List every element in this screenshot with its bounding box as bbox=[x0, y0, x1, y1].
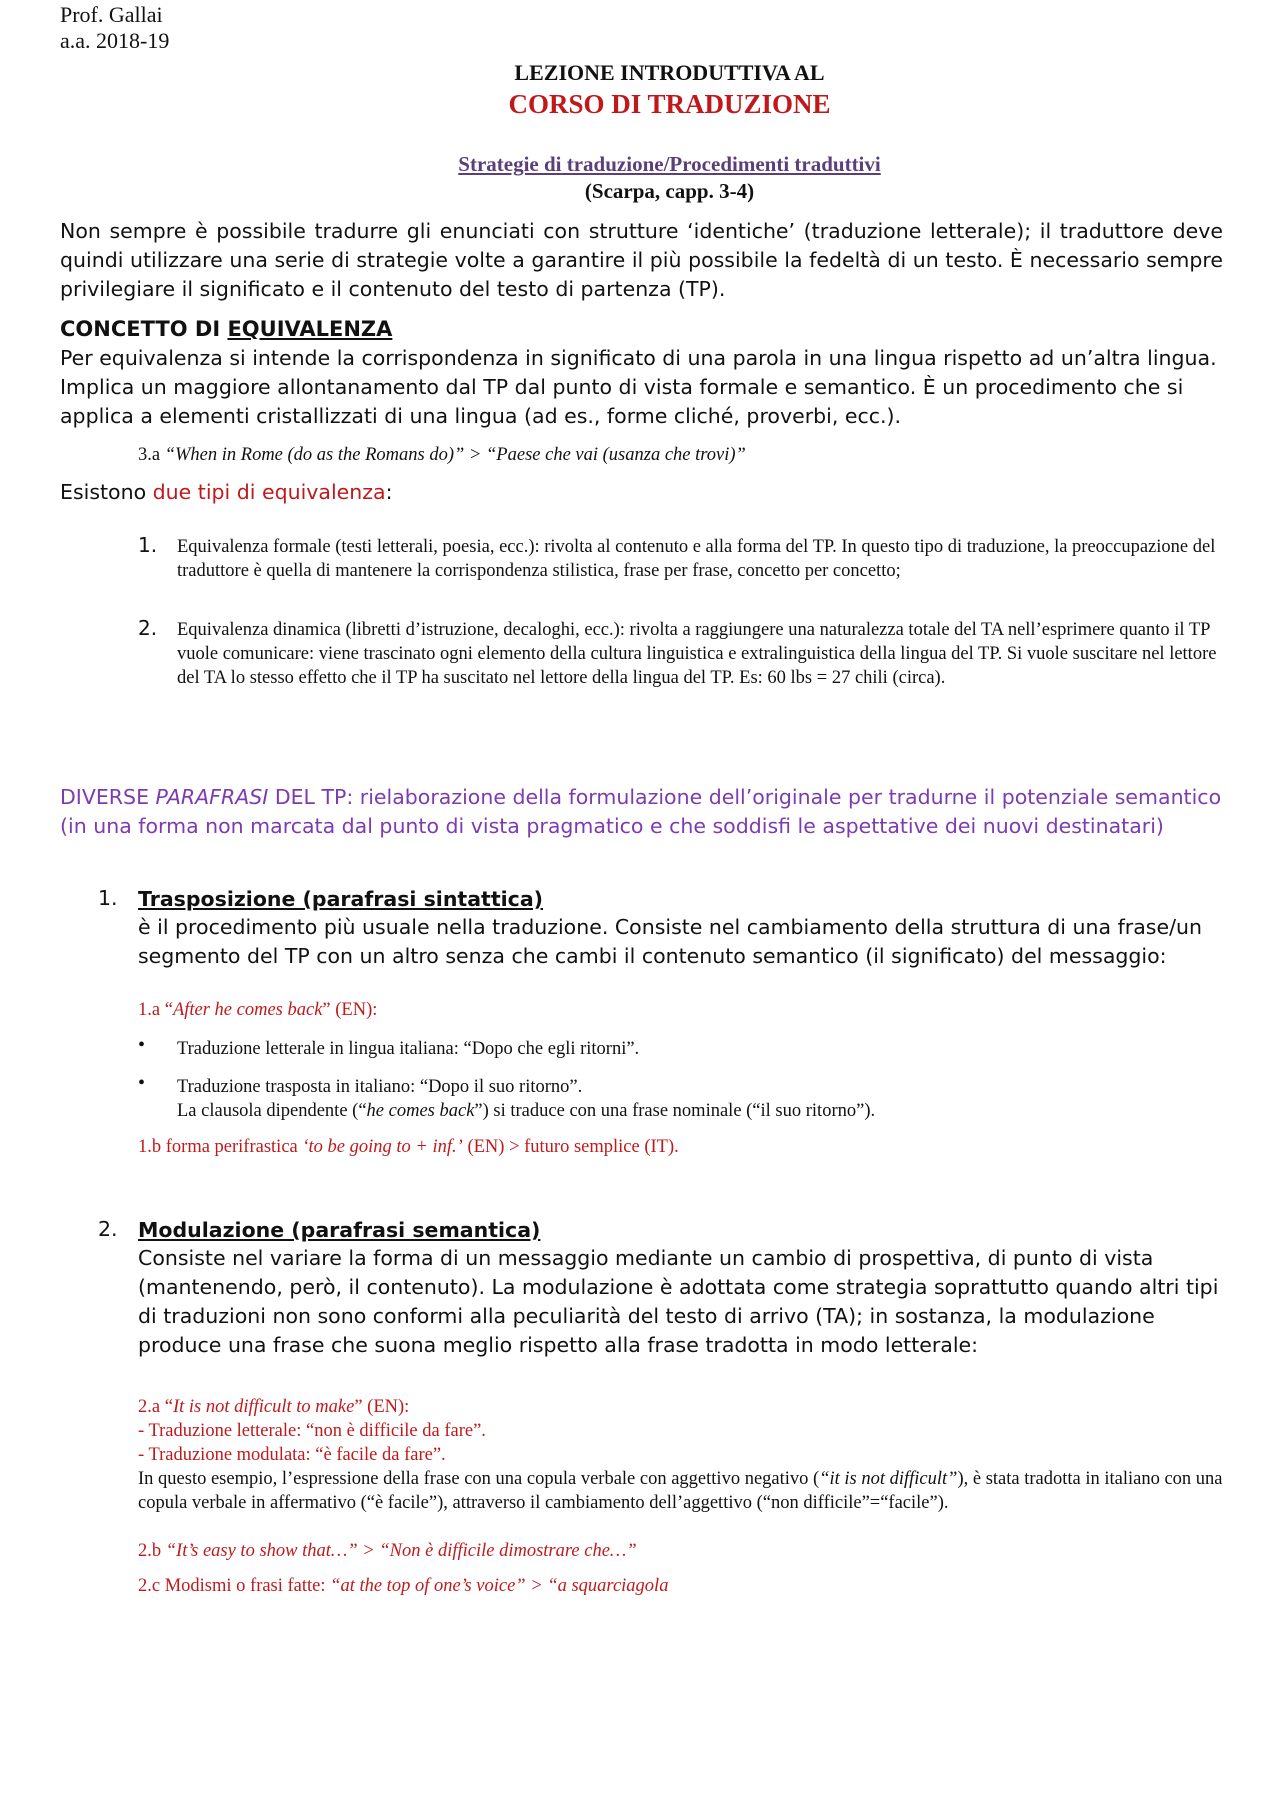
s2-ex-a-literal: - Traduzione letterale: “non è difficile da fare”. bbox=[138, 1421, 486, 1441]
bullet-2-line2-rest: ”) si traduce con una frase nominale (“il suo ritorno”). bbox=[474, 1101, 876, 1121]
s1-ex-b-italic: ‘to be going to + inf.’ bbox=[302, 1137, 463, 1157]
equivalence-example bbox=[138, 443, 1280, 467]
title-line1: LEZIONE INTRODUTTIVA AL bbox=[514, 60, 825, 85]
subtitle-source: (Scarpa, capp. 3-4) bbox=[584, 179, 755, 203]
intro-paragraph: Non sempre è possibile tradurre gli enunciati con strutture ‘identiche’ (traduzione letterale); il traduttore deve quindi utilizzare una serie di strategie volte a garantire il più possibile la fedeltà di un testo. È necessario sempre privilegiare il significato e il contenuto del testo di partenza (TP). bbox=[60, 219, 1223, 301]
type-2-text: Equivalenza dinamica (libretti d’istruzione, decaloghi, ecc.): rivolta a raggiungere una naturalezza totale del TA nell’esprimere quanto il TP vuole comunicare: viene trascinato ogni elemento della cultura linguistica e extralinguistica della lingua del TP. Si vuole suscitare nel lettore del TA lo stesso effetto che il TP ha suscitato nel lettore della lingua del TP. Es: 60 lbs = 27 chili (circa). bbox=[177, 620, 1217, 688]
title-line2: CORSO DI TRADUZIONE bbox=[508, 89, 831, 119]
types-intro-text: Esistono bbox=[60, 480, 153, 504]
s2-ex-a-label: 2.a “ bbox=[138, 1397, 173, 1417]
paraphrase-prefix: DIVERSE bbox=[60, 785, 156, 809]
types-intro-colon: : bbox=[385, 480, 393, 504]
type-1-text: Equivalenza formale (testi letterali, poesia, ecc.): rivolta al contenuto e alla forma del TP. In questo tipo di traduzione, la preoccupazione del traduttore è quella di mantenere la corrispondenza stilistica, frase per frase, concetto per concetto; bbox=[177, 537, 1216, 581]
section-2-body: Consiste nel variare la forma di un messaggio mediante un cambio di prospettiva, di punto di vista (mantenendo, però, il contenuto). La modulazione è adottata come strategia soprattutto quando altri tipi di traduzioni non sono conformi alla peculiarità del testo di arrivo (TA); in sostanza, la modulazione produce una frase che suona meglio rispetto alla frase tradotta in modo letterale: bbox=[138, 1246, 1219, 1357]
equivalence-example-text: “When in Rome (do as the Romans do)” > “Paese che vai (usanza che trovi)” bbox=[164, 445, 746, 465]
section-1-example-a bbox=[138, 998, 1280, 1022]
s2-ex-a-explanation bbox=[138, 1467, 1223, 1515]
paraphrase-rest: DEL TP: rielaborazione della formulazione dell’originale per tradurne il potenziale semantico (in una forma non marcata dal punto di vista pragmatico e che soddisfi le aspettative dei nuovi destinatari) bbox=[60, 785, 1222, 838]
equivalence-body: Per equivalenza si intende la corrispondenza in significato di una parola in una lingua rispetto ad un’altra lingua. Implica un maggiore allontanamento dal TP dal punto di vista formale e semantico. È un procedimento che si applica a elementi cristallizzati di una lingua (ad es., forme cliché, proverbi, ecc.). bbox=[60, 346, 1217, 428]
types-intro-highlight: due tipi di equivalenza bbox=[152, 480, 386, 504]
section-1-body: è il procedimento più usuale nella traduzione. Consiste nel cambiamento della struttura di una frase/un segmento del TP con un altro senza che cambi il contenuto semantico (il significato) del messaggio: bbox=[138, 915, 1202, 968]
s1-ex-b-rest: (EN) > futuro semplice (IT). bbox=[462, 1137, 679, 1157]
type-1-number: 1. bbox=[138, 533, 158, 557]
section-1-example-b bbox=[138, 1135, 1223, 1159]
section-1-number: 1. bbox=[98, 886, 118, 910]
bullet-2-line2-prefix: La clausola dipendente (“ bbox=[177, 1101, 367, 1121]
equivalence-types-intro bbox=[60, 478, 1223, 506]
bullet-1-icon: • bbox=[138, 1034, 146, 1056]
paraphrase-intro bbox=[60, 783, 1223, 841]
s2-ex-c-label: 2.c Modismi o frasi fatte: bbox=[138, 1576, 331, 1596]
bullet-2-line2-italic: he comes back bbox=[366, 1101, 475, 1121]
s1-ex-b-label: 1.b forma perifrastica bbox=[138, 1137, 303, 1157]
bullet-2-line2 bbox=[177, 1099, 1223, 1123]
subtitle: Strategie di traduzione/Procedimenti traduttivi bbox=[458, 152, 881, 176]
bullet-2-line1: Traduzione trasposta in italiano: “Dopo il suo ritorno”. bbox=[177, 1077, 583, 1097]
bullet-2-icon: • bbox=[138, 1072, 146, 1094]
s2-ex-a-italic: It is not difficult to make bbox=[172, 1397, 355, 1417]
section-2-example-c bbox=[138, 1574, 1223, 1598]
s1-ex-a-label: 1.a “ bbox=[138, 1000, 173, 1020]
section-1-title: Trasposizione (parafrasi sintattica) bbox=[138, 887, 544, 911]
s2-explain-italic: “it is not difficult” bbox=[819, 1469, 958, 1489]
equivalence-heading-prefix: CONCETTO DI bbox=[60, 317, 228, 341]
section-2-number: 2. bbox=[98, 1217, 118, 1241]
s2-ex-a-header bbox=[138, 1395, 1223, 1419]
section-2-example-b bbox=[138, 1539, 1223, 1563]
equivalence-heading bbox=[60, 315, 1223, 343]
paraphrase-italic: PARAFRASI bbox=[155, 785, 269, 809]
equivalence-example-label: 3.a bbox=[138, 445, 165, 465]
s2-ex-b-label: 2.b bbox=[138, 1541, 166, 1561]
s2-explain-prefix: In questo esempio, l’espressione della frase con una copula verbale con aggettivo negativo ( bbox=[138, 1469, 820, 1489]
s2-ex-b-italic: “It’s easy to show that…” > “Non è difficile dimostrare che…” bbox=[165, 1541, 637, 1561]
author: Prof. Gallai bbox=[60, 2, 163, 27]
academic-year: a.a. 2018-19 bbox=[60, 28, 170, 53]
equivalence-heading-word: EQUIVALENZA bbox=[227, 317, 393, 341]
s2-ex-c-italic: “at the top of one’s voice” > “a squarciagola bbox=[330, 1576, 669, 1596]
section-2-example-a bbox=[138, 1395, 1223, 1515]
s1-ex-a-italic: After he comes back bbox=[172, 1000, 323, 1020]
s2-ex-a-modulated: - Traduzione modulata: “è facile da fare”. bbox=[138, 1445, 446, 1465]
type-2-number: 2. bbox=[138, 616, 158, 640]
s1-ex-a-rest: ” (EN): bbox=[322, 1000, 378, 1020]
section-2-title: Modulazione (parafrasi semantica) bbox=[138, 1218, 541, 1242]
s2-explain-rest: ), è stata tradotta in italiano con una copula verbale in affermativo (“è facile”), attraverso il cambiamento dell’aggettivo (“non difficile”=“facile”). bbox=[138, 1469, 1223, 1513]
s2-ex-a-rest: ” (EN): bbox=[354, 1397, 410, 1417]
bullet-1-text: Traduzione letterale in lingua italiana: “Dopo che egli ritorni”. bbox=[177, 1039, 640, 1059]
